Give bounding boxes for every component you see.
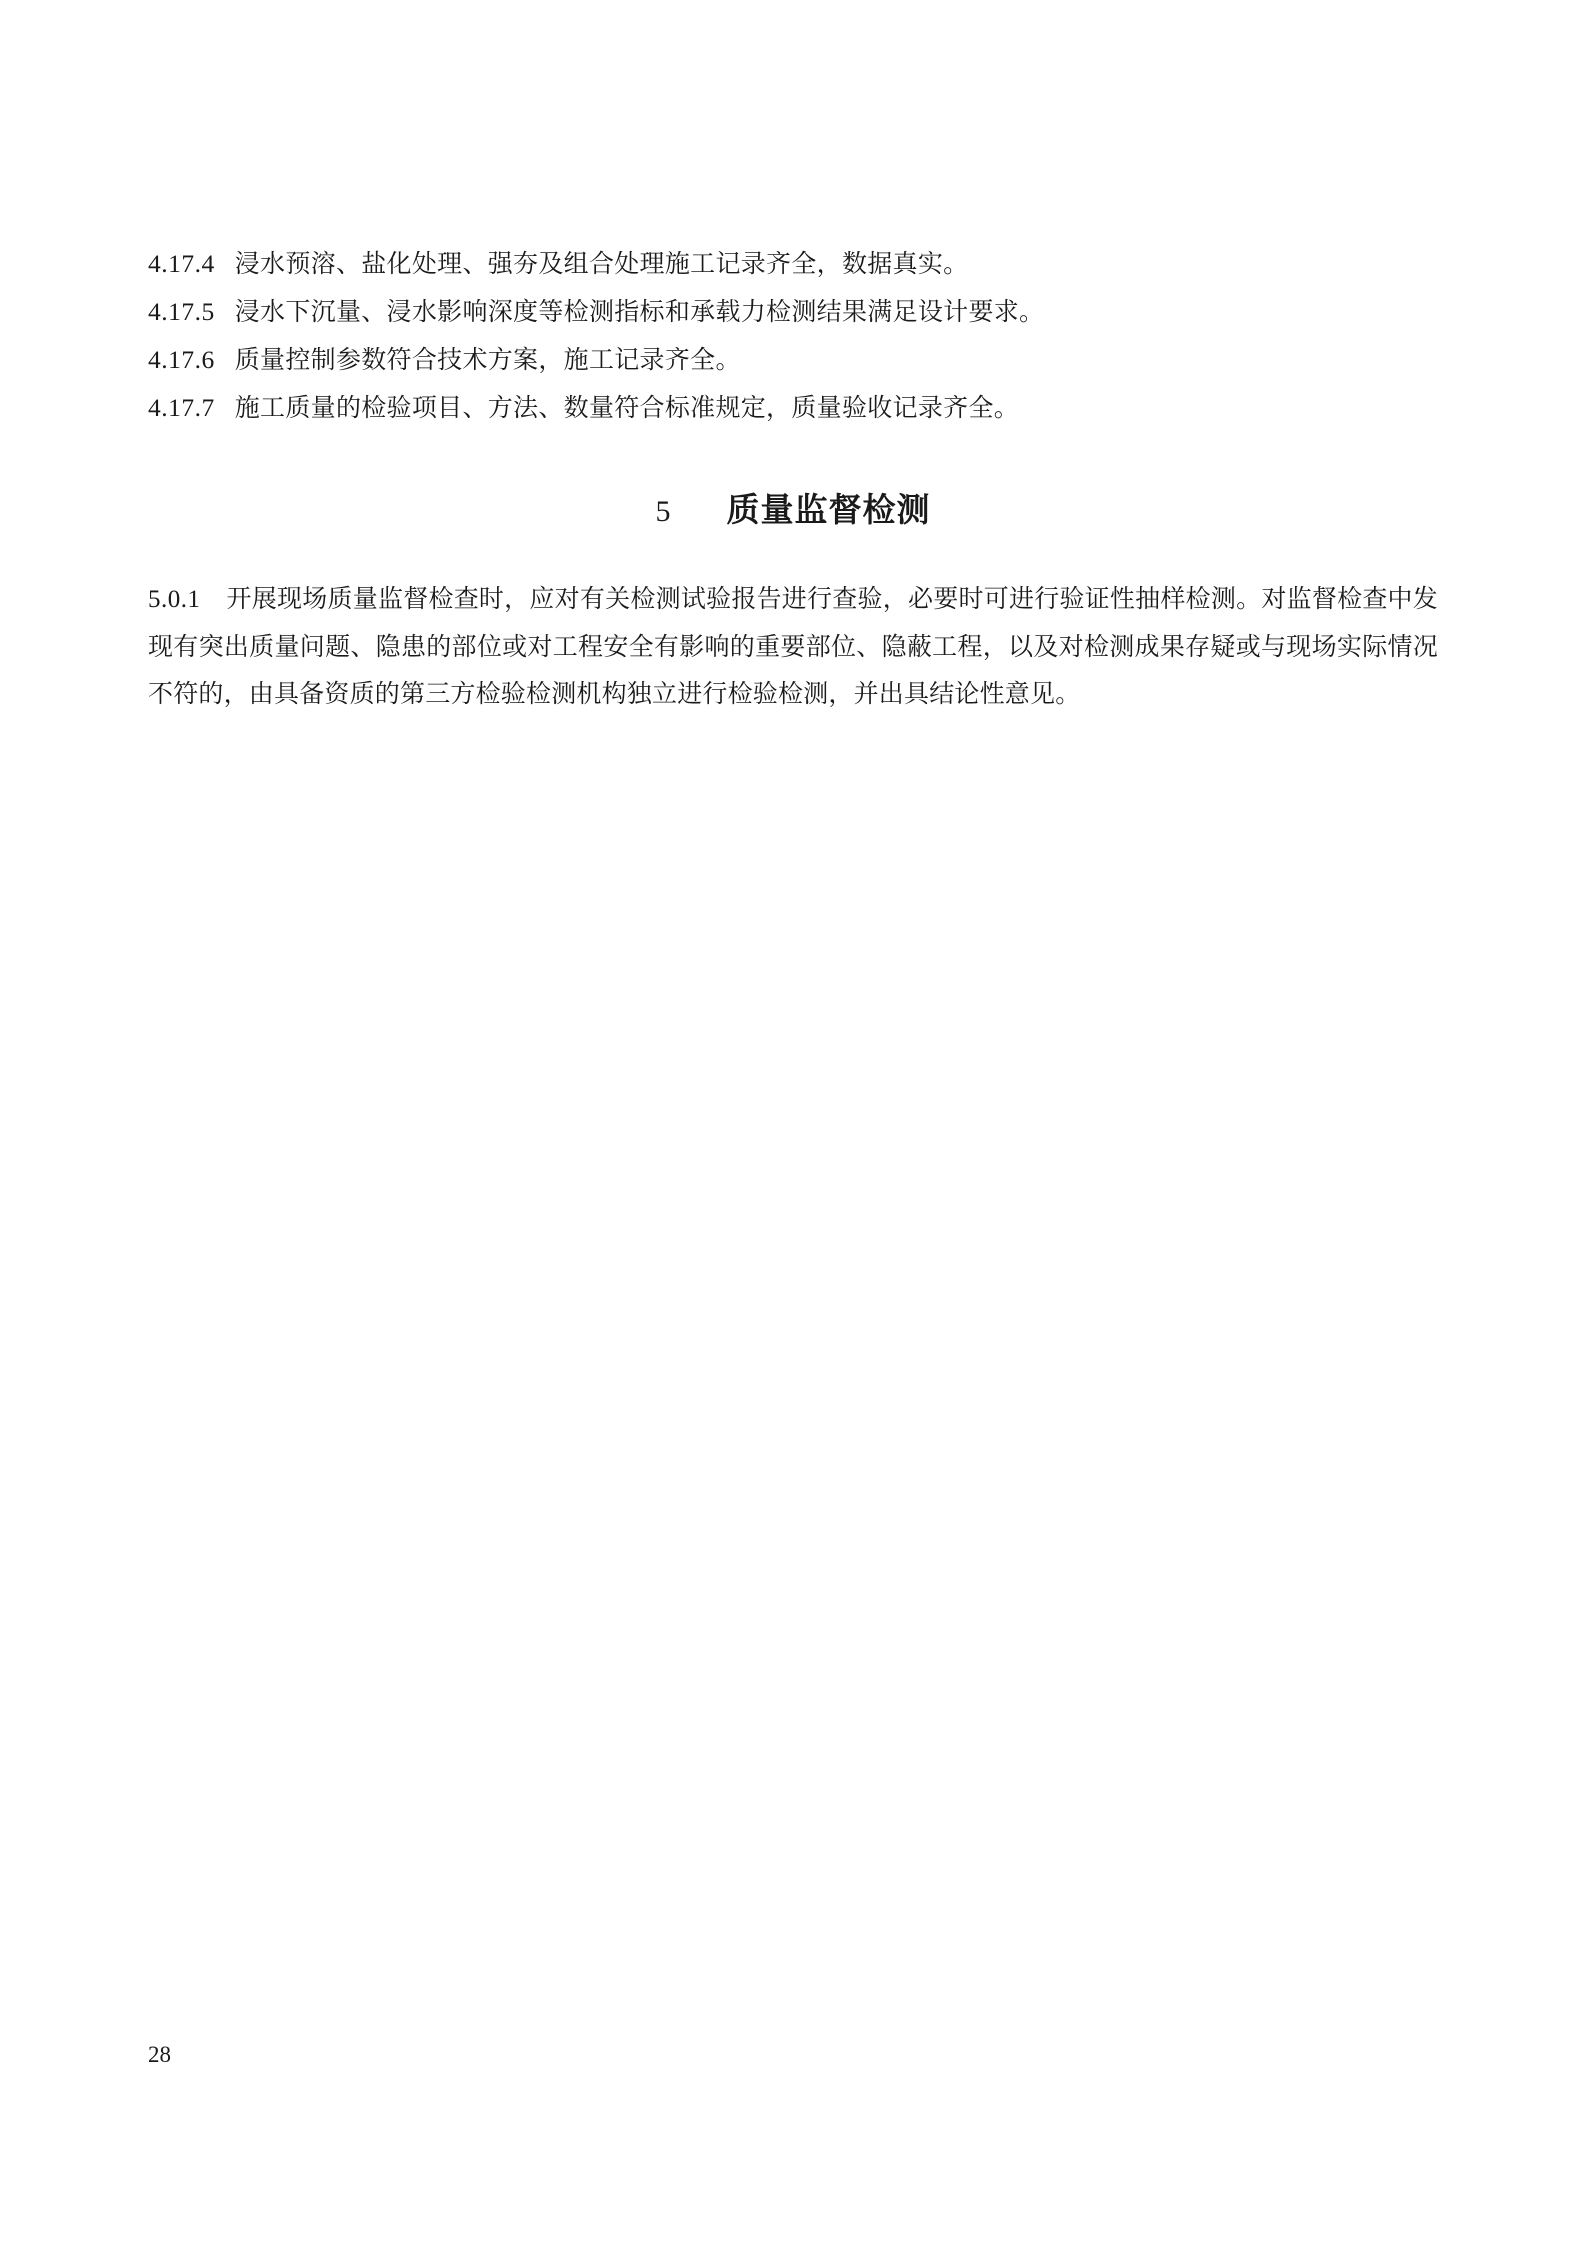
clause-item (148, 384, 1438, 432)
clause-number: 4.17.5 (148, 297, 215, 326)
paragraph-number: 5.0.1 (148, 586, 201, 613)
body-paragraph (148, 575, 1438, 717)
clause-text: 施工质量的检验项目、方法、数量符合标准规定，质量验收记录齐全。 (234, 393, 1020, 422)
clause-item (148, 288, 1438, 336)
clause-text: 浸水下沉量、浸水影响深度等检测指标和承载力检测结果满足设计要求。 (234, 297, 1045, 326)
clause-number: 4.17.4 (148, 249, 215, 278)
chapter-number: 5 (655, 495, 672, 528)
clause-number: 4.17.7 (148, 393, 215, 422)
page-content (148, 240, 1438, 717)
page-number: 28 (148, 2042, 171, 2067)
clause-text: 质量控制参数符合技术方案，施工记录齐全。 (234, 345, 741, 374)
clause-number: 4.17.6 (148, 345, 215, 374)
clause-item (148, 240, 1438, 288)
clause-item (148, 336, 1438, 384)
clause-text: 浸水预溶、盐化处理、强夯及组合处理施工记录齐全，数据真实。 (234, 249, 969, 278)
chapter-heading (148, 484, 1438, 531)
clause-list (148, 240, 1438, 432)
chapter-title: 质量监督检测 (726, 490, 931, 529)
paragraph-text: 开展现场质量监督检查时，应对有关检测试验报告进行查验，必要时可进行验证性抽样检测。对监督检查中发现有突出质量问题、隐患的部位或对工程安全有影响的重要部位、隐蔽工程，以及对检测成果存疑或与现场实际情况不符的，由具备资质的第三方检验检测机构独立进行检验检测，并出具结论性意见。 (148, 584, 1438, 708)
